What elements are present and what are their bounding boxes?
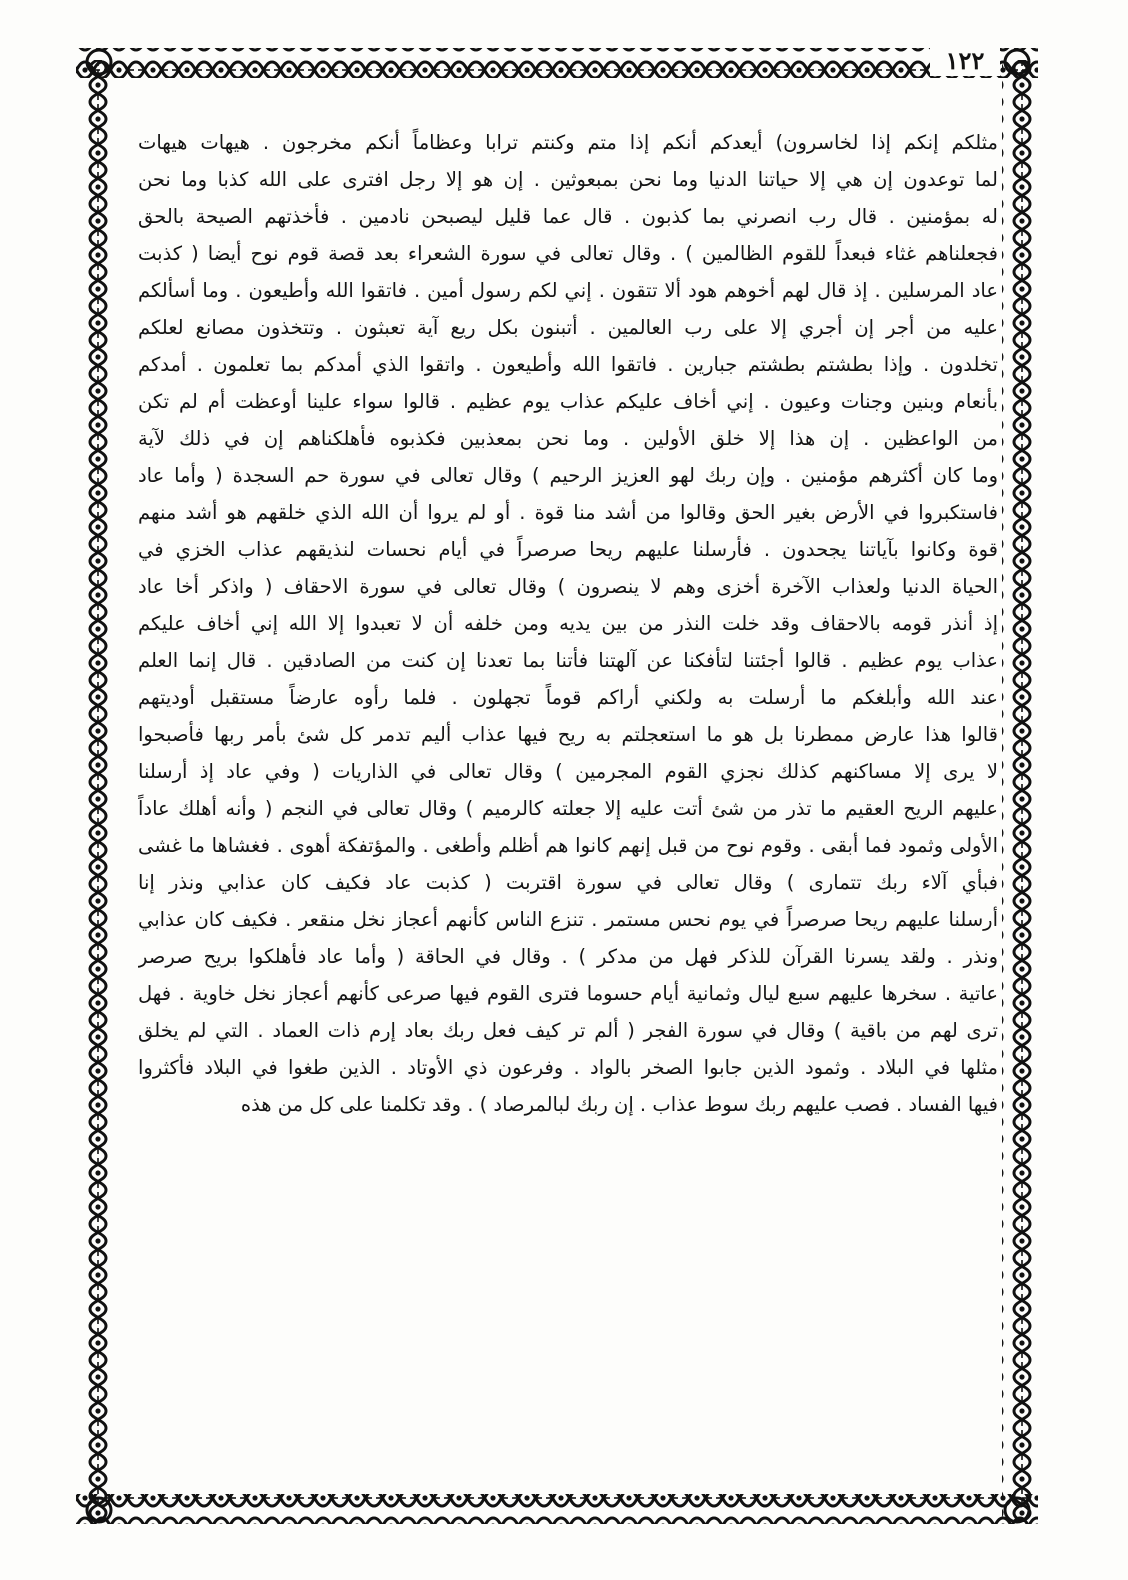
text-line: بأنعام وبنين وجنات وعيون . إني أخاف عليكم عذاب يوم عظيم . قالوا سواء علينا أوعظت أم لم تكن (138, 390, 998, 413)
text-line: عليهم الريح العقيم ما تذر من شئ أتت عليه إلا جعلته كالرميم ) وقال تعالى في النجم ( وأنه أهلك عاداً (138, 797, 998, 820)
text-line: عذاب يوم عظيم . قالوا أجئتنا لتأفكنا عن آلهتنا فأتنا بما تعدنا إن كنت من الصادقين . قال إنما العلم (138, 649, 998, 672)
text-line: تخلدون . وإذا بطشتم بطشتم جبارين . فاتقوا الله وأطيعون . واتقوا الذي أمدكم بما تعلمون . أمدكم (138, 353, 998, 376)
text-line: إذ أنذر قومه بالاحقاف وقد خلت النذر من بين يديه ومن خلفه أن لا تعبدوا إلا الله إني أخاف عليكم (138, 612, 998, 635)
text-line: الأولى وثمود فما أبقى . وقوم نوح من قبل إنهم كانوا هم أظلم وأطغى . والمؤتفكة أهوى . فغشاها ما غشى (138, 834, 998, 857)
text-line: ونذر . ولقد يسرنا القرآن للذكر فهل من مدكر ) . وقال في الحاقة ( وأما عاد فأهلكوا بريح صرصر (138, 945, 998, 968)
text-line: لما توعدون إن هي إلا حياتنا الدنيا وما نحن بمبعوثين . إن هو إلا رجل افترى على الله كذبا وما نحن (138, 168, 998, 191)
body-text (138, 124, 998, 1504)
text-line: وما كان أكثرهم مؤمنين . وإن ربك لهو العزيز الرحيم ) وقال تعالى في سورة حم السجدة ( وأما عاد (138, 464, 998, 487)
text-line: مثلكم إنكم إذا لخاسرون) أيعدكم أنكم إذا متم وكنتم ترابا وعظاماً أنكم مخرجون . هيهات هيهات (138, 131, 998, 154)
text-line: فاستكبروا في الأرض بغير الحق وقالوا من أشد منا قوة . أو لم يروا أن الله الذي خلقهم هو أشد منهم (138, 501, 998, 524)
text-line: عليه من أجر إن أجري إلا على رب العالمين . أتبنون بكل ريع آية تعبثون . وتتخذون مصانع لعلكم (138, 316, 998, 339)
text-line: أرسلنا عليهم ريحا صرصراً في يوم نحس مستمر . تنزع الناس كأنهم أعجاز نخل منقعر . فكيف كان عذابي (138, 908, 998, 931)
text-line: من الواعظين . إن هذا إلا خلق الأولين . وما نحن بمعذبين فكذبوه فأهلكناهم إن في ذلك لآية (138, 427, 998, 450)
text-line: قالوا هذا عارض ممطرنا بل هو ما استعجلتم به ريح فيها عذاب أليم تدمر كل شئ بأمر ربها فأصبحوا (138, 723, 998, 746)
text-line: فيها الفساد . فصب عليهم ربك سوط عذاب . إن ربك لبالمرصاد ) . وقد تكلمنا على كل من هذه (240, 1093, 998, 1116)
text-line: فجعلناهم غثاء فبعداً للقوم الظالمين ) . وقال تعالى في سورة الشعراء بعد قصة قوم نوح أيضا ( كذبت (138, 242, 998, 265)
text-line: عاتية . سخرها عليهم سبع ليال وثمانية أيام حسوما فترى القوم فيها صرعى كأنهم أعجاز نخل خاوية . فهل (138, 982, 998, 1005)
text-line: فبأي آلاء ربك تتمارى ) وقال تعالى في سورة اقتربت ( كذبت عاد فكيف كان عذابي ونذر إنا (138, 871, 998, 894)
text-line: قوة وكانوا بآياتنا يجحدون . فأرسلنا عليهم ريحا صرصراً في أيام نحسات لنذيقهم عذاب الخزي في (138, 538, 998, 561)
text-line: لا يرى إلا مساكنهم كذلك نجزي القوم المجرمين ) وقال تعالى في الذاريات ( وفي عاد إذ أرسلنا (138, 760, 998, 783)
text-line: ترى لهم من باقية ) وقال في سورة الفجر ( ألم تر كيف فعل ربك بعاد إرم ذات العماد . التي لم يخلق (138, 1019, 998, 1042)
page-number: ١٢٢ (930, 46, 1000, 76)
text-line: مثلها في البلاد . وثمود الذين جابوا الصخر بالواد . وفرعون ذي الأوتاد . الذين طغوا في البلاد فأكثروا (138, 1056, 998, 1079)
text-line: الحياة الدنيا ولعذاب الآخرة أخزى وهم لا ينصرون ) وقال تعالى في سورة الاحقاف ( واذكر أخا عاد (138, 575, 998, 598)
text-line: له بمؤمنين . قال رب انصرني بما كذبون . قال عما قليل ليصبحن نادمين . فأخذتهم الصيحة بالحق (138, 205, 998, 228)
text-line: عند الله وأبلغكم ما أرسلت به ولكني أراكم قوماً تجهلون . فلما رأوه عارضاً مستقبل أوديتهم (138, 686, 998, 709)
text-line: عاد المرسلين . إذ قال لهم أخوهم هود ألا تتقون . إني لكم رسول أمين . فاتقوا الله وأطيعون . وما أسألكم (138, 279, 998, 302)
